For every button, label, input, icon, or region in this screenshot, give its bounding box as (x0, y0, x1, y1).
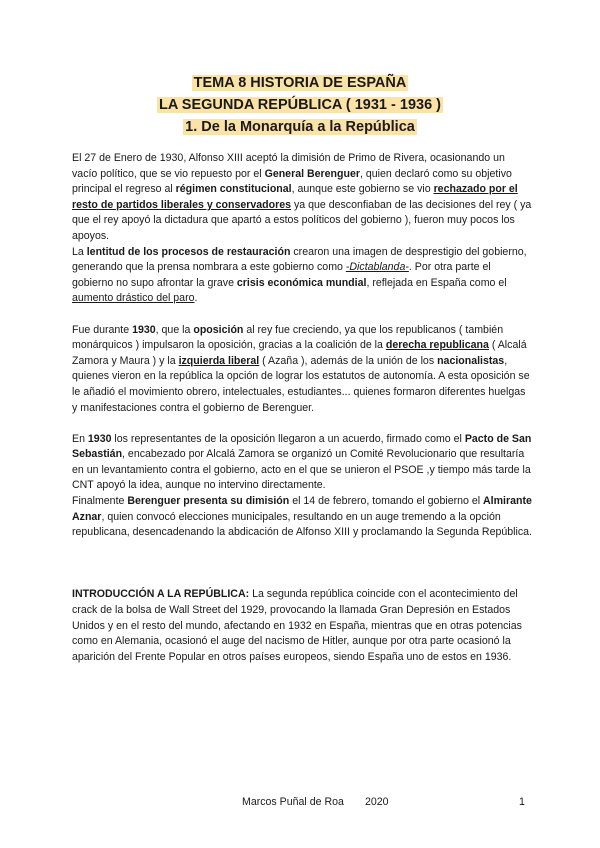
bold-text: régimen constitucional (175, 183, 292, 196)
paragraph-spacer (72, 307, 532, 323)
main-title: TEMA 8 HISTORIA DE ESPAÑA (193, 75, 407, 91)
text-run: , quienes vieron en la república la opción de lograr los estatutos de autonomía. A esta oposición se le añadió el movimiento obrero, intelectuales, estudiantes... quienes formaron diferentes huelgas y manifestaciones contra el gobierno de Berenguer. (72, 354, 530, 414)
text-run: El 27 de Enero de 1930, Alfonso XIII aceptó la dimisión de Primo de Rivera, ocasionando un vacío político, que se vio repuesto por el (72, 152, 505, 180)
bold-text: Berenguer presenta su dimisión (127, 495, 290, 508)
bold-text: General Berenguer (264, 167, 360, 180)
text-run: Finalmente (72, 495, 128, 508)
text-run: ya que desconfiaban de las decisiones del rey ( ya que el rey apoyó la dictadura que apartó a estos políticos del gobierno ), fueron muy pocos los apoyos. (72, 198, 532, 242)
title-block (0, 72, 600, 138)
text-run: En (72, 432, 88, 445)
bold-text: INTRODUCCIÓN A LA REPÚBLICA: (72, 588, 250, 601)
paragraph-6 (72, 587, 532, 665)
text-run: , encabezado por Alcalá Zamora se organizó un Comité Revolucionario que resultaría en un levantamiento contra el gobierno, acto en el que se unieron el PSOE ,y tiempo más tarde la CNT apoyó la idea, aunque no intervino directamente. (72, 448, 531, 492)
text-run: , quien declaró como su objetivo principal el regreso al (72, 167, 512, 196)
text-run: La segunda república coincide con el acontecimiento del crack de la bolsa de Wall Street del 1929, provocando la llamada Gran Depresión en Estados Unidos y en el resto del mundo, afectando en 1932 en España, mientras que en otras potencias como en Alemania, ocasionó el auge del nacismo de Hitler, aunque por otra parte ocasionó la aparición del Frente Popular en otros países europeos, siendo España uno de estos en 1936. (72, 588, 522, 663)
text-run: al rey fue creciendo, ya que los republicanos ( también monárquicos ) impulsaron la oposición, gracias a la coalición de la (72, 323, 504, 352)
paragraph-3 (72, 323, 532, 417)
text-run: . (194, 292, 198, 305)
paragraph-spacer (72, 541, 532, 572)
document-body (72, 151, 532, 665)
text-run: La (72, 245, 87, 258)
paragraph-2 (72, 245, 532, 307)
bold-text: nacionalistas (437, 354, 505, 367)
bold-text: lentitud de los procesos de restauración (86, 245, 291, 258)
bold-text: 1930 (87, 432, 112, 445)
italic-underlined-text: -Dictablanda- (345, 261, 409, 274)
bold-underlined-text: izquierda liberal (178, 354, 260, 367)
paragraph-5 (72, 494, 532, 541)
paragraph-4 (72, 432, 532, 494)
bold-text: crisis económica mundial (236, 276, 367, 289)
text-run: ( Azaña ), además de la unión de los (259, 354, 438, 367)
section-heading: 1. De la Monarquía a la República (185, 119, 415, 135)
bold-underlined-text: derecha republicana (385, 339, 489, 352)
text-run: , quien convocó elecciones municipales, resultando en un auge tremendo a la opción republicana, desencadenando la abdicación de Alfonso XIII y proclamando la Segunda República. (72, 510, 532, 539)
underlined-text: aumento drástico del paro (72, 292, 195, 305)
paragraph-1 (72, 151, 532, 245)
text-run: ( Alcalá Zamora y Maura ) y la (72, 339, 527, 367)
bold-underlined-text: rechazado por el resto de partidos liberales y conservadores (72, 183, 518, 211)
footer-year: 2020 (365, 796, 389, 808)
paragraph-spacer (72, 416, 532, 432)
text-run: , que la (155, 323, 194, 336)
text-run: . Por otra parte el gobierno no supo afrontar la grave (72, 261, 491, 289)
footer-author: Marcos Puñal de Roa (242, 796, 344, 808)
text-run: , aunque este gobierno se vio (291, 183, 434, 196)
text-run: Fue durante (72, 323, 133, 336)
page-number: 1 (519, 796, 525, 808)
text-run: el 14 de febrero, tomando el gobierno el (289, 495, 484, 508)
subtitle: LA SEGUNDA REPÚBLICA ( 1931 - 1936 ) (158, 97, 441, 113)
bold-text: 1930 (132, 323, 156, 336)
bold-text: Almirante Aznar (72, 495, 532, 523)
paragraph-spacer (72, 572, 532, 588)
bold-text: Pacto de San Sebastián (72, 432, 532, 461)
text-run: , reflejada en España como el (366, 276, 507, 289)
text-run: los representantes de la oposición llegaron a un acuerdo, firmado como el (111, 432, 465, 445)
bold-text: oposición (193, 323, 244, 336)
text-run: crearon una imagen de desprestigio del gobierno, generando que la prensa nombrara a este gobierno como (72, 245, 527, 274)
